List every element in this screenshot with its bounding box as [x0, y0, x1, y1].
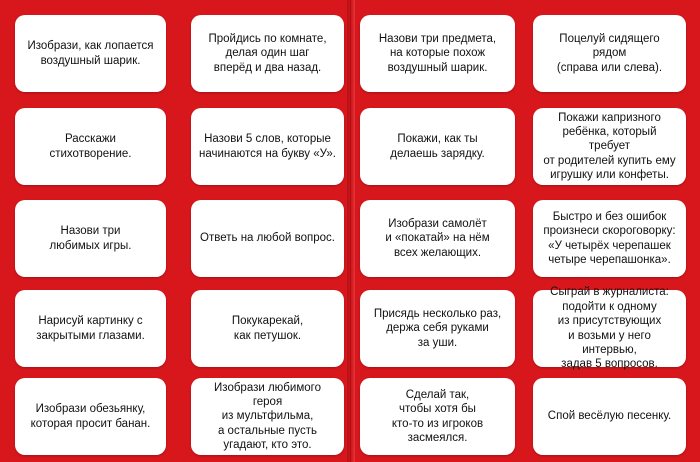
task-card: Поцелуй сидящего рядом (справа или слева). [533, 15, 686, 92]
task-card: Присядь несколько раз, держа себя руками за уши. [360, 290, 515, 367]
task-card: Изобрази обезьянку, которая просит банан. [15, 378, 166, 455]
task-card: Сделай так, чтобы хотя бы кто-то из игроков засмеялся. [360, 378, 515, 455]
task-card: Расскажи стихотворение. [15, 108, 166, 185]
task-card: Быстро и без ошибок произнеси скороговорку: «У четырёх черепашек четыре черепашонка». [533, 200, 686, 277]
task-card: Назови три любимых игры. [15, 200, 166, 277]
task-card: Назови три предмета, на которые похож воздушный шарик. [360, 15, 515, 92]
page-fold [347, 0, 355, 462]
task-card: Спой весёлую песенку. [533, 378, 686, 455]
task-card: Назови 5 слов, которые начинаются на букву «У». [191, 108, 344, 185]
task-card: Покажи капризного ребёнка, который требует от родителей купить ему игрушку или конфеты. [533, 108, 686, 185]
task-card: Покукарекай, как петушок. [191, 290, 344, 367]
task-card: Нарисуй картинку с закрытыми глазами. [15, 290, 166, 367]
task-card: Ответь на любой вопрос. [191, 200, 344, 277]
task-card: Изобрази, как лопается воздушный шарик. [15, 15, 166, 92]
task-card: Покажи, как ты делаешь зарядку. [360, 108, 515, 185]
task-card: Сыграй в журналиста: подойти к одному из присутствующих и возьми у него интервью, задав 5 вопросов. [533, 290, 686, 367]
task-card: Изобрази самолёт и «покатай» на нём всех желающих. [360, 200, 515, 277]
task-card: Пройдись по комнате, делая один шаг вперёд и два назад. [191, 15, 344, 92]
task-card: Изобрази любимого героя из мультфильма, а остальные пусть угадают, кто это. [191, 378, 344, 455]
